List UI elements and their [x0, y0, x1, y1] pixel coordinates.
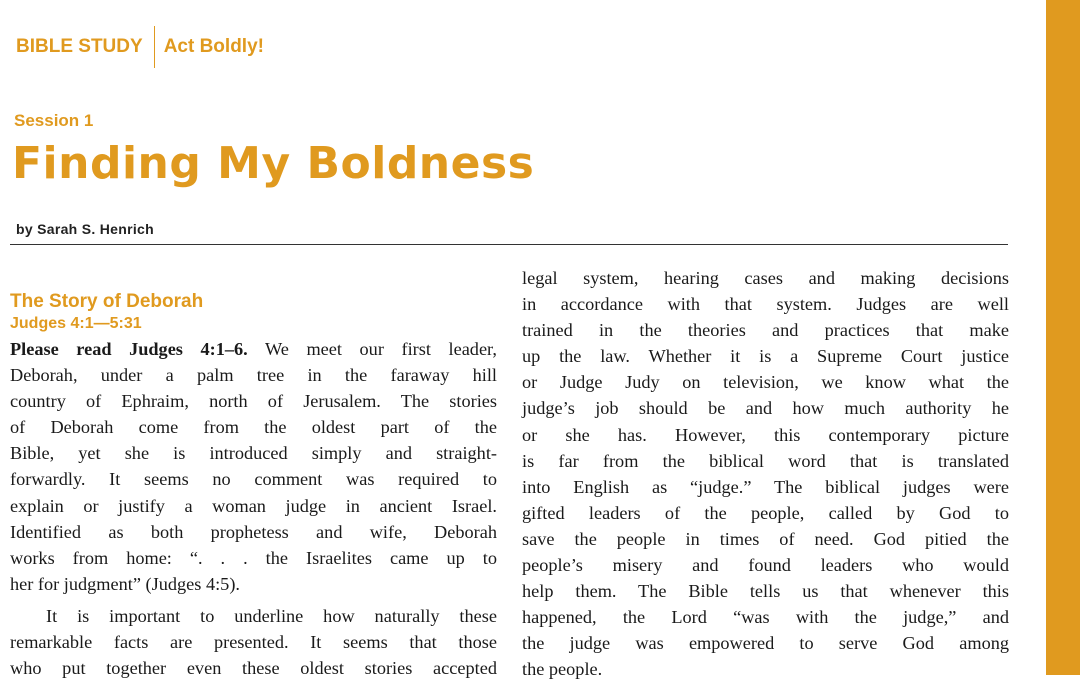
paragraph-line: into English as “judge.” The biblical judges were: [522, 476, 1009, 497]
paragraph-line: who put together even these oldest stories accepted: [10, 658, 497, 679]
right-column: [522, 265, 1009, 683]
paragraph-line: in accordance with that system. Judges are well: [522, 294, 1009, 315]
paragraph-line: Deborah, under a palm tree in the faraway hill: [10, 365, 497, 386]
right-margin-band: [1046, 0, 1080, 675]
paragraph-line: Bible, yet she is introduced simply and straight-: [10, 443, 497, 464]
paragraph-line: up the law. Whether it is a Supreme Court justice: [522, 346, 1009, 367]
paragraph-line: country of Ephraim, north of Jerusalem. The stories: [10, 391, 497, 412]
paragraph-line: trained in the theories and practices that make: [522, 320, 1009, 341]
paragraph-line: gifted leaders of the people, called by God to: [522, 502, 1009, 523]
series-label: BIBLE STUDY: [16, 36, 143, 57]
reading-instruction: Please read Judges 4:1–6.: [10, 339, 248, 359]
byline: by Sarah S. Henrich: [16, 221, 154, 237]
header-rule: [10, 244, 1008, 245]
paragraph-line: is far from the biblical word that is translated: [522, 450, 1009, 471]
page-title: Finding My Boldness: [12, 138, 535, 189]
paragraph-line: of Deborah come from the oldest part of the: [10, 417, 497, 438]
paragraph-line: works from home: “. . . the Israelites came up to: [10, 547, 497, 568]
section-heading: The Story of Deborah: [10, 291, 204, 312]
paragraph-line: the judge was empowered to serve God among: [522, 633, 1009, 654]
paragraph-line: legal system, hearing cases and making decisions: [522, 268, 1009, 288]
running-header: [16, 26, 264, 68]
paragraph-line: or she has. However, this contemporary picture: [522, 424, 1009, 445]
paragraph-line: Identified as both prophetess and wife, Deborah: [10, 521, 497, 542]
paragraph-line: the people.: [522, 659, 603, 680]
paragraph-line: explain or justify a woman judge in ancient Israel.: [10, 495, 497, 516]
paragraph-line: save the people in times of need. God pitied the: [522, 528, 1009, 549]
left-column: [10, 290, 497, 681]
header-divider: [154, 26, 155, 68]
paragraph-line: Please read Judges 4:1–6. We meet our first leader,: [10, 339, 497, 359]
paragraph-line: It is important to underline how naturally these: [46, 605, 497, 626]
study-title: Act Boldly!: [163, 36, 264, 57]
scripture-reference: Judges 4:1—5:31: [10, 315, 142, 332]
paragraph-line: forwardly. It seems no comment was required to: [10, 469, 497, 490]
paragraph-line: help them. The Bible tells us that whenever this: [522, 581, 1009, 602]
paragraph-line: remarkable facts are presented. It seems that those: [10, 632, 497, 653]
paragraph-line: judge’s job should be and how much authority he: [522, 398, 1009, 419]
paragraph-line: people’s misery and found leaders who would: [522, 555, 1009, 576]
paragraph-line: or Judge Judy on television, we know what the: [522, 372, 1009, 393]
session-label: Session 1: [14, 111, 94, 130]
paragraph-line: her for judgment” (Judges 4:5).: [10, 573, 240, 594]
paragraph-line: happened, the Lord “was with the judge,” and: [522, 607, 1009, 628]
